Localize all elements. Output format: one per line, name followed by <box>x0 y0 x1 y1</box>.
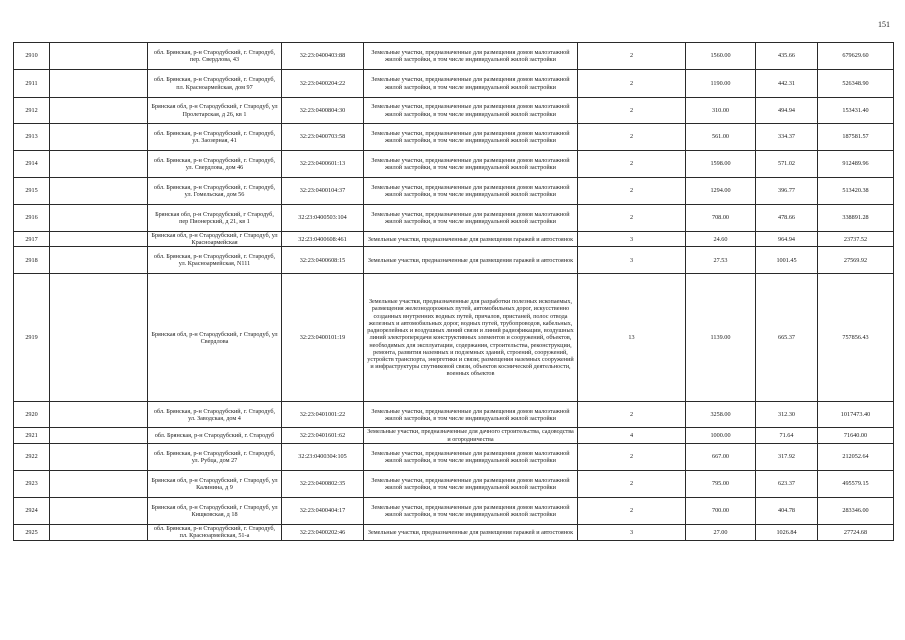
table-row <box>14 98 894 124</box>
cadastral-value-cell: 1017473.40 <box>818 402 894 428</box>
cadastral-number-cell: 32:23:0400304:105 <box>282 443 364 470</box>
cadastral-number-cell: 32:23:0400608:15 <box>282 247 364 274</box>
land-use-cell: Земельные участки, предназначенные для дачного строительства, садоводства и огородничества <box>364 428 578 443</box>
group-number-cell: 2 <box>578 470 686 497</box>
cadastral-number-cell: 32:23:0400403:88 <box>282 43 364 70</box>
area-cell: 700.00 <box>686 497 756 524</box>
specific-value-cell: 623.37 <box>756 470 818 497</box>
area-cell: 1294.00 <box>686 178 756 205</box>
address-cell: обл. Брянская, р-н Стародубский, г. Стародуб, пл. Красноармейская, 51-а <box>148 524 282 540</box>
address-cell: Брянская обл, р-н Стародубский, г Стародуб, ул Свердлова <box>148 274 282 402</box>
blank-cell <box>50 43 148 70</box>
row-number-cell: 2917 <box>14 232 50 247</box>
row-number-cell: 2912 <box>14 98 50 124</box>
group-number-cell: 2 <box>578 443 686 470</box>
cadastral-number-cell: 32:23:0400204:22 <box>282 70 364 98</box>
cadastral-number-cell: 32:23:0400608:461 <box>282 232 364 247</box>
table-row <box>14 428 894 443</box>
group-number-cell: 4 <box>578 428 686 443</box>
land-use-cell: Земельные участки, предназначенные для разработки полезных ископаемых, размещения железнодорожных путей, автомобильных дорог, искусственно созданных внутренних водных путей, причалов, пристаней, полос отвода железных и автомобильных дорог, водных путей, трубопроводов, кабельных, радиорелейных и воздушных линий связи и линий радиофикации, воздушных линий электропередачи конструктивных элементов и сооружений, объектов, необходимых для эксплуатации, содержания, строительства, реконструкции, ремонта, развития наземных и подземных зданий, строений, сооружений, устройств транспорта, энергетики и связи; размещения наземных сооружений и инфраструктуры спутниковой связи, объектов космической деятельности, военных объектов <box>364 274 578 402</box>
group-number-cell: 2 <box>578 402 686 428</box>
row-number-cell: 2918 <box>14 247 50 274</box>
row-number-cell: 2919 <box>14 274 50 402</box>
cadastral-value-cell: 679629.60 <box>818 43 894 70</box>
row-number-cell: 2915 <box>14 178 50 205</box>
cadastral-number-cell: 32:23:0400104:37 <box>282 178 364 205</box>
cadastral-number-cell: 32:23:0400804:30 <box>282 98 364 124</box>
address-cell: Брянская обл, р-н Стародубский, г Стародуб, ул Красноармейская <box>148 232 282 247</box>
specific-value-cell: 571.02 <box>756 151 818 178</box>
area-cell: 1000.00 <box>686 428 756 443</box>
land-use-cell: Земельные участки, предназначенные для размещения гаражей и автостоянок <box>364 524 578 540</box>
specific-value-cell: 317.92 <box>756 443 818 470</box>
cadastral-value-cell: 23737.52 <box>818 232 894 247</box>
blank-cell <box>50 428 148 443</box>
group-number-cell: 2 <box>578 497 686 524</box>
specific-value-cell: 964.94 <box>756 232 818 247</box>
land-use-cell: Земельные участки, предназначенные для размещения домов малоэтажной жилой застройки, в том числе индивидуальной жилой застройки <box>364 443 578 470</box>
cadastral-value-cell: 283346.00 <box>818 497 894 524</box>
table-row <box>14 178 894 205</box>
row-number-cell: 2916 <box>14 205 50 232</box>
cadastral-number-cell: 32:23:0400101:19 <box>282 274 364 402</box>
land-use-cell: Земельные участки, предназначенные для размещения домов малоэтажной жилой застройки, в том числе индивидуальной жилой застройки <box>364 402 578 428</box>
land-use-cell: Земельные участки, предназначенные для размещения домов малоэтажной жилой застройки, в том числе индивидуальной жилой застройки <box>364 70 578 98</box>
cadastral-value-cell: 513420.38 <box>818 178 894 205</box>
cadastral-number-cell: 32:23:0400404:17 <box>282 497 364 524</box>
address-cell: обл. Брянская, р-н Стародубский, г. Стародуб, ул. Заозерная, 41 <box>148 124 282 151</box>
area-cell: 1598.00 <box>686 151 756 178</box>
land-use-cell: Земельные участки, предназначенные для размещения домов малоэтажной жилой застройки, в том числе индивидуальной жилой застройки <box>364 98 578 124</box>
address-cell: Брянская обл, р-н Стародубский, г Стародуб, пер Пионерский, д 21, кв 1 <box>148 205 282 232</box>
table-row <box>14 124 894 151</box>
specific-value-cell: 665.37 <box>756 274 818 402</box>
land-use-cell: Земельные участки, предназначенные для размещения домов малоэтажной жилой застройки, в том числе индивидуальной жилой застройки <box>364 178 578 205</box>
address-cell: обл. Брянская, р-н Стародубский, г. Стародуб, ул. Свердлова, дом 46 <box>148 151 282 178</box>
specific-value-cell: 478.66 <box>756 205 818 232</box>
cadastral-value-cell: 912489.96 <box>818 151 894 178</box>
address-cell: Брянская обл, р-н Стародубский, г Стародуб, ул Пролетарская, д 26, кв 1 <box>148 98 282 124</box>
table-row <box>14 43 894 70</box>
specific-value-cell: 442.31 <box>756 70 818 98</box>
blank-cell <box>50 443 148 470</box>
row-number-cell: 2922 <box>14 443 50 470</box>
cadastral-value-cell: 187581.57 <box>818 124 894 151</box>
table-row <box>14 70 894 98</box>
specific-value-cell: 435.66 <box>756 43 818 70</box>
address-cell: обл. Брянская, р-н Стародубский, г. Стародуб, ул. Рубца, дом 27 <box>148 443 282 470</box>
area-cell: 1190.00 <box>686 70 756 98</box>
row-number-cell: 2913 <box>14 124 50 151</box>
specific-value-cell: 1026.84 <box>756 524 818 540</box>
table-row <box>14 247 894 274</box>
group-number-cell: 2 <box>578 205 686 232</box>
land-use-cell: Земельные участки, предназначенные для размещения домов малоэтажной жилой застройки, в том числе индивидуальной жилой застройки <box>364 497 578 524</box>
specific-value-cell: 1001.45 <box>756 247 818 274</box>
cadastral-value-cell: 526348.90 <box>818 70 894 98</box>
cadastral-value-cell: 212052.64 <box>818 443 894 470</box>
land-use-cell: Земельные участки, предназначенные для размещения гаражей и автостоянок <box>364 247 578 274</box>
specific-value-cell: 71.64 <box>756 428 818 443</box>
blank-cell <box>50 70 148 98</box>
cadastral-value-cell: 71640.00 <box>818 428 894 443</box>
land-use-cell: Земельные участки, предназначенные для размещения гаражей и автостоянок <box>364 232 578 247</box>
blank-cell <box>50 524 148 540</box>
area-cell: 27.00 <box>686 524 756 540</box>
table-row <box>14 402 894 428</box>
address-cell: обл. Брянская, р-н Стародубский, г. Стародуб, ул. Заводская, дом 4 <box>148 402 282 428</box>
group-number-cell: 2 <box>578 70 686 98</box>
cadastral-value-cell: 153431.40 <box>818 98 894 124</box>
table-row <box>14 524 894 540</box>
table-row <box>14 443 894 470</box>
cadastral-value-cell: 338891.28 <box>818 205 894 232</box>
land-use-cell: Земельные участки, предназначенные для размещения домов малоэтажной жилой застройки, в том числе индивидуальной жилой застройки <box>364 124 578 151</box>
group-number-cell: 3 <box>578 247 686 274</box>
blank-cell <box>50 470 148 497</box>
row-number-cell: 2914 <box>14 151 50 178</box>
page-number: 151 <box>878 20 890 29</box>
table-row <box>14 497 894 524</box>
area-cell: 3258.00 <box>686 402 756 428</box>
cadastral-number-cell: 32:23:0400202:46 <box>282 524 364 540</box>
group-number-cell: 3 <box>578 524 686 540</box>
row-number-cell: 2925 <box>14 524 50 540</box>
blank-cell <box>50 497 148 524</box>
group-number-cell: 2 <box>578 98 686 124</box>
cadastral-value-cell: 27569.92 <box>818 247 894 274</box>
address-cell: обл. Брянская, р-н Стародубский, г. Стародуб, ул. Гомельская, дом 56 <box>148 178 282 205</box>
blank-cell <box>50 178 148 205</box>
cadastral-number-cell: 32:23:0400601:13 <box>282 151 364 178</box>
table-row <box>14 274 894 402</box>
group-number-cell: 2 <box>578 151 686 178</box>
group-number-cell: 3 <box>578 232 686 247</box>
blank-cell <box>50 247 148 274</box>
address-cell: Брянская обл, р-н Стародубский, г Стародуб, ул Кищковская, д 18 <box>148 497 282 524</box>
land-use-cell: Земельные участки, предназначенные для размещения домов малоэтажной жилой застройки, в том числе индивидуальной жилой застройки <box>364 43 578 70</box>
cadastral-number-cell: 32:23:0400802:35 <box>282 470 364 497</box>
row-number-cell: 2910 <box>14 43 50 70</box>
group-number-cell: 2 <box>578 178 686 205</box>
specific-value-cell: 334.37 <box>756 124 818 151</box>
area-cell: 1139.00 <box>686 274 756 402</box>
area-cell: 667.00 <box>686 443 756 470</box>
cadastral-number-cell: 32:23:0401001:22 <box>282 402 364 428</box>
land-use-cell: Земельные участки, предназначенные для размещения домов малоэтажной жилой застройки, в том числе индивидуальной жилой застройки <box>364 151 578 178</box>
specific-value-cell: 396.77 <box>756 178 818 205</box>
address-cell: обл. Брянская, р-н Стародубский, г. Стародуб, пл. Красноармейская, дом 97 <box>148 70 282 98</box>
address-cell: обл. Брянская, р-н Стародубский, г. Стародуб, ул. Красноармейская, N111 <box>148 247 282 274</box>
cadastral-value-cell: 757856.43 <box>818 274 894 402</box>
land-use-cell: Земельные участки, предназначенные для размещения домов малоэтажной жилой застройки, в том числе индивидуальной жилой застройки <box>364 470 578 497</box>
table-row <box>14 470 894 497</box>
specific-value-cell: 312.30 <box>756 402 818 428</box>
cadastral-value-cell: 27724.68 <box>818 524 894 540</box>
group-number-cell: 13 <box>578 274 686 402</box>
blank-cell <box>50 205 148 232</box>
row-number-cell: 2924 <box>14 497 50 524</box>
area-cell: 795.00 <box>686 470 756 497</box>
cadastral-number-cell: 32:23:0400703:58 <box>282 124 364 151</box>
area-cell: 27.53 <box>686 247 756 274</box>
blank-cell <box>50 402 148 428</box>
table-row <box>14 205 894 232</box>
address-cell: обл. Брянская, р-н Стародубский, г. Стародуб, пер. Свердлова, 43 <box>148 43 282 70</box>
group-number-cell: 2 <box>578 124 686 151</box>
land-use-cell: Земельные участки, предназначенные для размещения домов малоэтажной жилой застройки, в том числе индивидуальной жилой застройки <box>364 205 578 232</box>
cadastral-number-cell: 32:23:0400503:104 <box>282 205 364 232</box>
row-number-cell: 2911 <box>14 70 50 98</box>
blank-cell <box>50 151 148 178</box>
area-cell: 24.60 <box>686 232 756 247</box>
row-number-cell: 2920 <box>14 402 50 428</box>
cadastral-value-cell: 495579.15 <box>818 470 894 497</box>
address-cell: обл. Брянская, р-н Стародубский, г. Стародуб <box>148 428 282 443</box>
area-cell: 310.00 <box>686 98 756 124</box>
area-cell: 1560.00 <box>686 43 756 70</box>
specific-value-cell: 494.94 <box>756 98 818 124</box>
area-cell: 561.00 <box>686 124 756 151</box>
blank-cell <box>50 232 148 247</box>
table-row <box>14 232 894 247</box>
blank-cell <box>50 98 148 124</box>
blank-cell <box>50 274 148 402</box>
area-cell: 708.00 <box>686 205 756 232</box>
blank-cell <box>50 124 148 151</box>
group-number-cell: 2 <box>578 43 686 70</box>
table-row <box>14 151 894 178</box>
cadastral-number-cell: 32:23:0401601:62 <box>282 428 364 443</box>
address-cell: Брянская обл, р-н Стародубский, г Стародуб, ул Калинина, д 9 <box>148 470 282 497</box>
row-number-cell: 2923 <box>14 470 50 497</box>
land-registry-table <box>13 42 894 541</box>
specific-value-cell: 404.78 <box>756 497 818 524</box>
row-number-cell: 2921 <box>14 428 50 443</box>
